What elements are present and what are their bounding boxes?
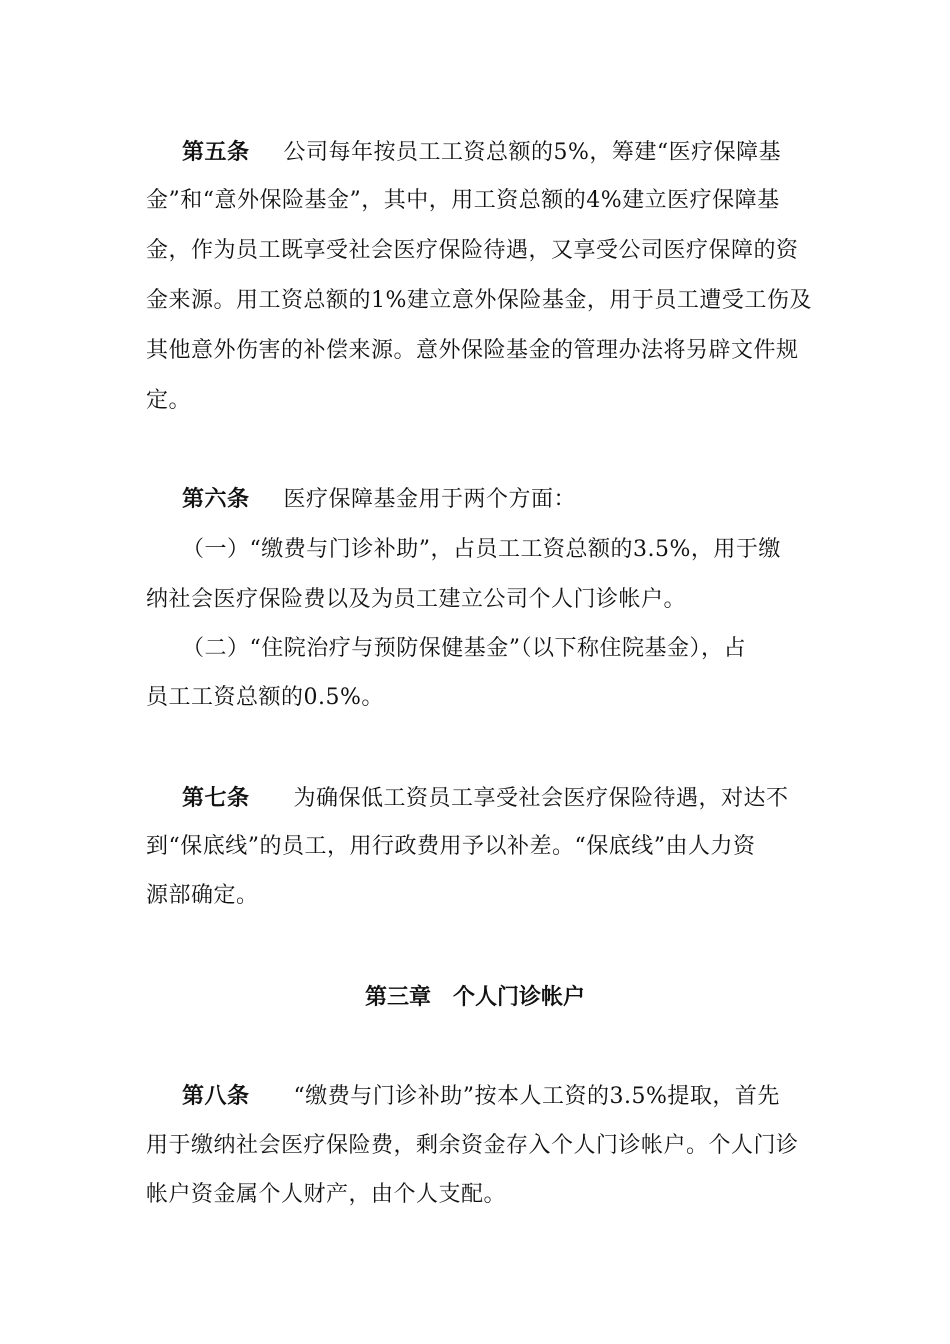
article-5-line-4: 金来源。用工资总额的1%建立意外保险基金，用于员工遭受工伤及 xyxy=(146,288,812,313)
chapter-heading: 第三章 个人门诊帐户 xyxy=(364,984,585,1010)
article-6-item-2-line-1: （二）“住院治疗与预防保健基金”（以下称住院基金），占 xyxy=(182,636,746,661)
article-8-line-1: “缴费与门诊补助”按本人工资的3.5%提取，首先 xyxy=(293,1084,780,1109)
article-5-line-1: 公司每年按员工工资总额的5%，筹建“医疗保障基 xyxy=(283,140,782,165)
article-8-first-line xyxy=(182,1081,842,1112)
article-5-label: 第五条 xyxy=(182,139,250,165)
article-6-first-line xyxy=(182,484,842,515)
article-7-line-1: 为确保低工资员工享受社会医疗保险待遇，对达不 xyxy=(293,786,789,811)
article-7-line-3: 源部确定。 xyxy=(146,883,259,908)
article-6-item-1-line-2: 纳社会医疗保险费以及为员工建立公司个人门诊帐户。 xyxy=(146,587,687,612)
article-7-label: 第七条 xyxy=(182,785,250,811)
article-8-line-2: 用于缴纳社会医疗保险费，剩余资金存入个人门诊帐户。个人门诊 xyxy=(146,1133,799,1158)
article-5-line-6: 定。 xyxy=(146,388,192,413)
article-5-line-5: 其他意外伤害的补偿来源。意外保险基金的管理办法将另辟文件规 xyxy=(146,338,799,363)
article-6-line-1: 医疗保障基金用于两个方面： xyxy=(283,487,577,512)
article-6-label: 第六条 xyxy=(182,486,250,512)
article-5-line-2: 金”和“意外保险基金”，其中，用工资总额的4%建立医疗保障基 xyxy=(146,188,780,213)
article-8-line-3: 帐户资金属个人财产，由个人支配。 xyxy=(146,1182,507,1207)
article-7-first-line xyxy=(182,783,842,814)
article-5-first-line xyxy=(182,137,842,168)
article-6-item-2-line-2: 员工工资总额的0.5%。 xyxy=(146,685,384,710)
article-5-line-3: 金，作为员工既享受社会医疗保险待遇，又享受公司医疗保障的资 xyxy=(146,238,799,263)
article-7-line-2: 到“保底线”的员工，用行政费用予以补差。“保底线”由人力资 xyxy=(146,834,756,859)
article-6-item-1-line-1: （一）“缴费与门诊补助”，占员工工资总额的3.5%，用于缴 xyxy=(182,537,781,562)
article-8-label: 第八条 xyxy=(182,1083,250,1109)
